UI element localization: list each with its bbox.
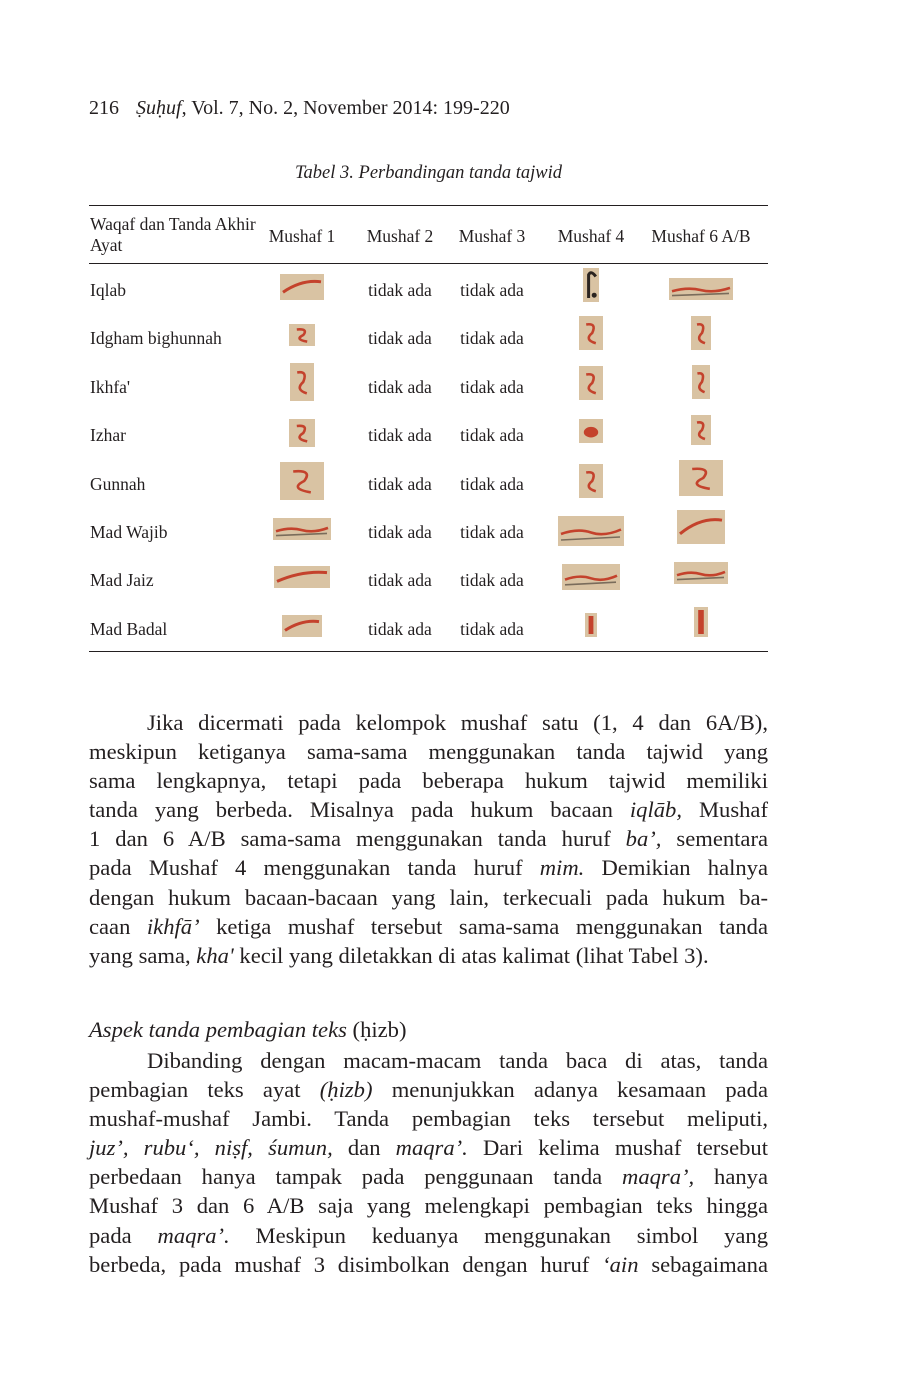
mushaf-4-sign-image (579, 366, 603, 405)
mushaf-1-sign-image (289, 419, 315, 452)
mushaf-1-sign-image (282, 615, 322, 642)
text-run: sementara (661, 826, 769, 852)
italic-term: kha' (196, 942, 234, 968)
text-run: Jika dicermati pada kelompok mushaf satu (1, 4 dan 6A/B), (147, 710, 768, 735)
section-heading-italic: Aspek tanda pembagian teks (89, 1017, 347, 1042)
italic-term: maqra’. (157, 1222, 230, 1248)
section-heading-rest: (ḥizb) (346, 1017, 407, 1042)
table-row (89, 409, 768, 457)
mushaf-4-sign-image (579, 464, 603, 503)
cell-not-available: tidak ada (460, 376, 524, 397)
column-header-waqaf: Waqaf dan Tanda Akhir Ayat (90, 214, 256, 255)
text-line (89, 766, 768, 795)
cell-not-available: tidak ada (368, 473, 432, 494)
mushaf-1-sign-image (280, 274, 324, 305)
journal-name: Ṣuḥuf (136, 97, 182, 119)
text-run: yang sama, (89, 942, 197, 968)
text-run: 1 dan 6 A/B sama-sama menggunakan tanda huruf (89, 826, 626, 852)
text-run: Meskipun keduanya menggunakan simbol yang (229, 1222, 768, 1248)
mushaf-4-sign-image (562, 564, 620, 595)
mushaf-1-sign-image (274, 566, 330, 593)
column-header-mushaf-3: Mushaf 3 (458, 226, 526, 246)
paragraph-tajwid-comparison (89, 708, 768, 970)
mushaf-1-sign-image (289, 324, 315, 351)
mushaf-4-sign-image (579, 419, 603, 448)
text-run: menunjukkan adanya kesamaan pada (372, 1077, 768, 1103)
text-line (89, 708, 768, 737)
text-line (89, 1221, 768, 1250)
text-run: mushaf-mushaf Jambi. Tanda pembagian teks tersebut meliputi, (89, 1106, 768, 1132)
mushaf-6ab-sign-image (679, 460, 723, 501)
cell-not-available: tidak ada (460, 521, 524, 542)
mushaf-4-sign-image (579, 316, 603, 355)
table-caption: Tabel 3. Perbandingan tanda tajwid (294, 163, 563, 183)
italic-term: mim. (539, 855, 585, 881)
row-label: Mad Jaiz (90, 570, 154, 591)
mushaf-6ab-sign-image (694, 607, 708, 642)
mushaf-1-sign-image (280, 462, 324, 505)
text-run: Dari kelima mushaf tersebut (467, 1135, 768, 1161)
row-label: Mad Wajib (90, 521, 168, 542)
text-run: hanya (694, 1164, 768, 1190)
row-label: Ikhfa' (90, 376, 131, 397)
table-row (89, 506, 768, 554)
text-line (89, 824, 768, 853)
text-run: dengan hukum bacaan-bacaan yang lain, terkecuali pada hukum ba- (89, 884, 768, 910)
row-label: Iqlab (90, 280, 126, 300)
cell-not-available: tidak ada (460, 328, 524, 349)
text-line (89, 1133, 768, 1162)
mushaf-6ab-sign-image (669, 278, 733, 305)
italic-term: ‘ain (602, 1251, 639, 1277)
text-run: berbeda, pada mushaf 3 disimbolkan dengan huruf (89, 1251, 603, 1277)
row-label: Gunnah (90, 473, 146, 494)
cell-not-available: tidak ada (368, 376, 432, 397)
text-run: tanda yang berbeda. Misalnya pada hukum bacaan (89, 797, 630, 823)
text-line (89, 853, 768, 882)
text-run: meskipun ketiganya sama-sama menggunakan tanda tajwid yang (89, 739, 768, 765)
mushaf-4-sign-image (583, 268, 599, 307)
italic-term: iqlāb, (629, 797, 682, 823)
cell-not-available: tidak ada (368, 521, 432, 542)
mushaf-6ab-sign-image (674, 562, 728, 589)
table-header-row (89, 206, 768, 264)
table-row (89, 458, 768, 506)
page-number: 216 (89, 97, 119, 119)
text-line (89, 912, 768, 941)
table-row (89, 264, 768, 312)
text-run: sebagaimana (638, 1251, 768, 1277)
text-run: pada Mushaf 4 menggunakan tanda huruf (89, 855, 540, 881)
column-header-mushaf-2: Mushaf 2 (366, 226, 434, 246)
text-run: Mushaf 3 dan 6 A/B saja yang melengkapi pembagian teks hingga (89, 1193, 768, 1219)
row-label: Izhar (90, 425, 126, 446)
mushaf-6ab-sign-image (677, 510, 725, 549)
running-header (89, 97, 510, 120)
text-run: perbedaan hanya tampak pada penggunaan tanda (89, 1164, 623, 1190)
cell-not-available: tidak ada (368, 280, 432, 300)
table-row (89, 554, 768, 602)
column-header-mushaf-6ab: Mushaf 6 A/B (651, 226, 751, 246)
tajwid-comparison-table (89, 205, 768, 652)
row-label: Mad Badal (90, 618, 168, 639)
text-line (89, 1075, 768, 1104)
cell-not-available: tidak ada (368, 328, 432, 349)
text-run: ketiga mushaf tersebut sama-sama menggunakan tanda (199, 913, 768, 939)
column-header-mushaf-1: Mushaf 1 (268, 226, 336, 246)
mushaf-4-sign-image (585, 613, 597, 642)
table-row (89, 603, 768, 651)
mushaf-1-sign-image (290, 363, 314, 406)
text-run: caan (89, 913, 147, 939)
row-label: Idgham bighunnah (90, 328, 222, 349)
text-run: kecil yang diletakkan di atas kalimat (lihat Tabel 3). (233, 942, 709, 968)
text-line (89, 737, 768, 766)
cell-not-available: tidak ada (460, 280, 524, 300)
mushaf-1-sign-image (273, 518, 331, 545)
mushaf-4-sign-image (558, 516, 624, 551)
mushaf-6ab-sign-image (691, 415, 711, 450)
cell-not-available: tidak ada (460, 425, 524, 446)
table-body (89, 264, 768, 651)
text-run: pembagian teks ayat (89, 1077, 320, 1103)
text-run: Mushaf (682, 797, 768, 823)
cell-not-available: tidak ada (368, 570, 432, 591)
text-run: dan (332, 1135, 396, 1161)
cell-not-available: tidak ada (460, 570, 524, 591)
journal-citation: , Vol. 7, No. 2, November 2014: 199-220 (181, 97, 510, 119)
text-line (89, 1104, 768, 1133)
italic-term: maqra’, (622, 1164, 695, 1190)
italic-term: ba’, (625, 826, 662, 852)
italic-term: juz’, rubu‘, niṣf, śumun, (89, 1135, 333, 1161)
mushaf-6ab-sign-image (692, 365, 710, 404)
cell-not-available: tidak ada (460, 473, 524, 494)
table-row (89, 312, 768, 360)
cell-not-available: tidak ada (368, 618, 432, 639)
italic-term: ikhfā’ (146, 913, 200, 939)
text-line (89, 1250, 768, 1279)
text-run: Demikian halnya (584, 855, 768, 881)
mushaf-6ab-sign-image (691, 316, 711, 355)
italic-term: (ḥizb) (319, 1077, 373, 1103)
text-run: Dibanding dengan macam-macam tanda baca di atas, tanda (147, 1048, 768, 1073)
cell-not-available: tidak ada (368, 425, 432, 446)
cell-not-available: tidak ada (460, 618, 524, 639)
text-line (89, 795, 768, 824)
text-line (89, 1162, 768, 1191)
text-line (89, 1046, 768, 1075)
text-line (89, 883, 768, 912)
paragraph-text-division (89, 1046, 768, 1279)
column-header-mushaf-4: Mushaf 4 (557, 226, 625, 246)
table-row (89, 361, 768, 409)
text-line (89, 941, 768, 970)
text-run: pada (89, 1222, 158, 1248)
italic-term: maqra’. (395, 1135, 468, 1161)
text-line (89, 1191, 768, 1220)
text-run: sama lengkapnya, tetapi pada beberapa hukum tajwid memiliki (89, 768, 768, 794)
section-heading (89, 1017, 407, 1043)
